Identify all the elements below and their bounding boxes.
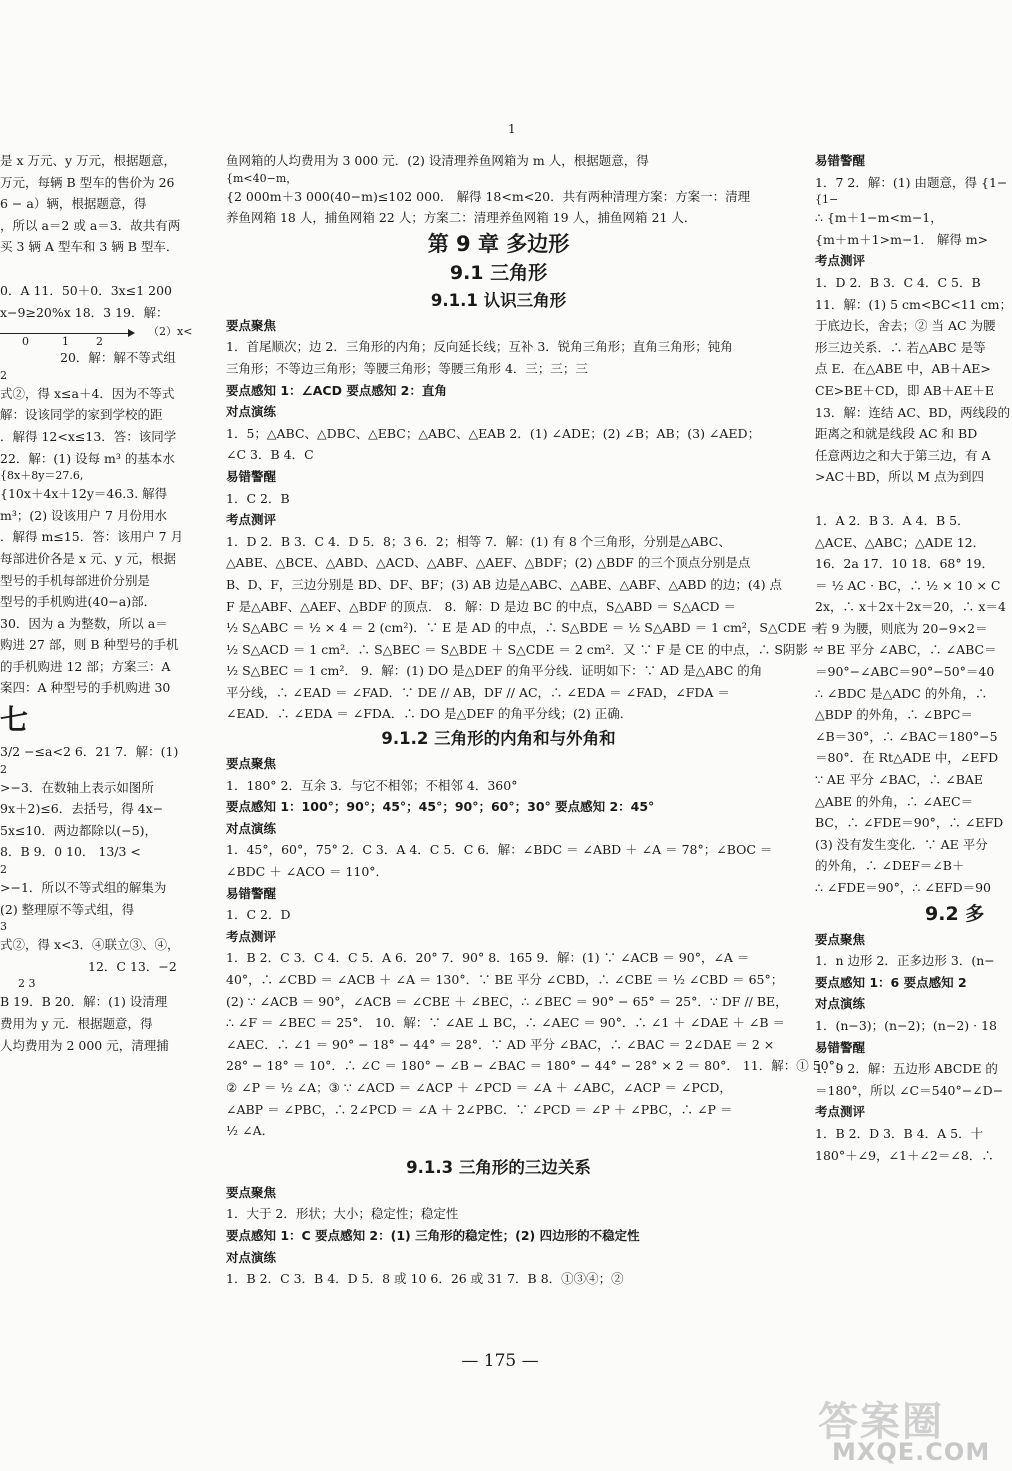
text-line: 1．C 2．B [226,490,290,506]
chapter-title: 第 9 章 多边形 [427,231,570,256]
text-line: 2x，∴ x＋2x＋2x＝20，∴ x＝4 [815,599,1006,615]
heading: 要点聚焦 [815,931,866,947]
heading: 要点聚焦 [226,317,277,333]
text-line: ∴ ∠F ＝ ∠BEC ＝ 25°． 10．解：∵ ∠AE ⊥ BC，∴ ∠AEC ＝ 90°．∴ ∠1 ＋ ∠DAE ＋ ∠B ＝ [226,1015,785,1031]
section-heading: 七 [0,703,29,737]
text-line: {m<40−m， [226,171,298,185]
heading: 对点演练 [226,404,277,420]
text-line: 16．2a 17．10 18．68° 19． [815,556,995,572]
number-line [0,323,205,347]
text-line: 1．大于 2．形状；大小；稳定性；稳定性 [226,1206,459,1222]
text-line: (2) 整理原不等式组，得 [0,901,135,917]
text-line: 12．C 13．−2 [88,958,177,974]
section-title: 9.2 多 [925,902,985,925]
text-line: ＝ ½ AC · BC，∴ ½ × 10 × C [815,577,1001,593]
text-line: △ABE 的外角，∴ ∠AEC＝ [815,793,974,809]
text-line: 三角形；不等边三角形；等腰三角形；等腰三角形 4．三；三；三 [226,360,588,376]
page-number-value: 175 [483,1351,517,1371]
text-line: 平分线，∴ ∠EAD ＝ ∠FAD．∵ DE // AB，DF // AC，∴ ∠EDA ＝ ∠FAD，∠FDA ＝ [226,684,730,700]
text-line: 13．解：连结 AC、BD，两线段的 [815,404,1011,420]
text-line: {1− [815,193,839,207]
text-line: BC，∴ ∠FDE＝90°，∴ ∠EFD [815,815,1004,831]
text-line: ＝90°−∠ABC＝90°−50°＝40 [815,664,995,680]
text-line: (3) 没有发生变化．∵ AE 平分 [815,836,988,852]
page-number: — 175 — [461,1351,539,1371]
heading: 对点演练 [815,996,866,1012]
text-line: ∠BDC ＋ ∠ACO ＝ 110°． [226,864,389,880]
text-line: >AC＋BD，所以 M 点为到四 [815,469,985,485]
text-line: 1．180° 2．互余 3．与它不相邻；不相邻 4．360° [226,777,518,793]
heading: 考点测评 [226,928,277,944]
watermark [818,1390,1000,1471]
left-column [0,150,205,1056]
text-line: ½ ∠A． [226,1123,275,1139]
text-line: 购进 27 部，则 B 种型号的手机 [0,637,179,653]
heading: 易错警醒 [226,885,277,901]
watermark-logo: 答案圈 [818,1399,944,1445]
text-line: B 19．B 20．解：(1) 设清理 [0,994,168,1010]
text-line: 22．解：(1) 设每 m³ 的基本水 [0,450,175,466]
text-line: 30．因为 a 为整数，所以 a＝ [0,615,168,631]
text-line: 1．A 2．B 3．A 4．B 5． [815,512,970,528]
watermark-url: MXQE.COM [832,1438,991,1466]
text-line: 1．7 2．解：(1) 由题意，得 {1− [815,174,1008,190]
text-line: 1．C 2．D [226,907,291,923]
text-line: x−9≥20%x 18．3 19．解： [0,304,169,320]
tick-label: 0 [22,335,29,349]
heading: 易错警醒 [815,153,866,168]
text-line: 1．B 2．D 3．B 4．A 5．十 [815,1125,984,1141]
text-line: 任意两边之和大于第三边，有 A [815,447,991,463]
text-line: ½ S△ABC ＝ ½ × 4 ＝ 2 (cm²)．∵ E 是 AD 的中点，∴ S△BDE ＝ ½ S△ABD ＝ 1 cm²，S△CDE ＝ [226,620,823,636]
subsection-title: 9.1.3 三角形的三边关系 [406,1157,591,1177]
text-line: F 是△ABF、△AEF、△BDF 的顶点． 8．解：D 是边 BC 的中点，S△ABD ＝ S△ACD ＝ [226,598,737,614]
text-line: 2 [0,368,7,382]
text-line: 2 [0,762,7,776]
text-line: 费用为 y 元．根据题意，得 [0,1016,153,1031]
text-line: 180°＋∠9，∠1＋∠2＝∠8．∴ [815,1147,994,1163]
text-line: {10x＋4x＋12y＝46.3. 解得 [0,486,168,502]
text-line: {m＋m＋1>m−1． 解得 m> [815,231,989,247]
text-line: 案四：A 种型号的手机购进 30 [0,680,171,696]
text-line: 2 [0,863,7,877]
text-line: ∠B＝30°，∴ ∠BAC＝180°−5 [815,728,998,744]
subsection-title: 9.1.1 认识三角形 [430,290,567,310]
tick-label: 2 [96,335,103,349]
heading: 考点测评 [815,1104,866,1120]
heading: 要点感知 1：∠ACD 要点感知 2：直角 [226,382,447,398]
text-line: 的手机购进 12 部；方案三：A [0,658,171,674]
text-line: ＝80°．在 Rt△ADE 中，∠EFD [815,750,999,766]
text-line: 1．n 边形 2．正多边形 3．(n− [815,953,995,969]
text-line: ．解得 12<x≤13．答：该同学 [0,428,177,444]
text-line: 8．B 9．0 10． 13/3 < [0,844,141,860]
text-line: ＝180°，所以 ∠C＝540°−∠D− [815,1082,1004,1098]
text-line: ∠C 3．B 4．C [226,447,314,463]
text-line: △ACE、△ABC；△ADE 12． [815,534,986,550]
text-line: 每部进价各是 x 元、y 元，根据 [0,550,177,566]
text-line: 6 − a）辆，根据题意，得 [0,196,147,212]
text-line: ，所以 a＝2 或 a＝3．故共有两 [0,217,181,233]
text-line: B、D、F，三边分别是 BD、DF、BF；(3) AB 边是△ABC、△ABE、△ABF、△ABD 的边；(4) 点 [226,576,783,592]
heading: 对点演练 [226,1249,277,1265]
subsection-title: 9.1.2 三角形的内角和与外角和 [381,729,616,749]
text-line: 1．D 2．B 3．C 4．C 5．B [815,274,981,290]
text-line: ．解得 m≤15．答：该用户 7 月 [0,529,184,545]
text-line: 1．D 2．B 3．C 4．D 5．8；3 6．2；相等 7．解：(1) 有 8 个三角形，分别是△ABC、 [226,533,731,549]
text-line: 1．(n−3)；(n−2)；(n−2) · 18 [815,1017,997,1033]
text-line: ② ∠P ＝ ½ ∠A；③ ∵ ∠ACD ＝ ∠ACP ＋ ∠PCD ＝ ∠A ＋ ∠ABC，∠ACP ＝ ∠PCD， [226,1079,732,1095]
text-line: 40°，∴ ∠CBD ＝ ∠ACB ＋ ∠A ＝ 130°．∵ BE 平分 ∠CBD，∴ ∠CBE ＝ ½ ∠CBD ＝ 65°； [226,972,784,987]
text-line: ∴ ∠FDE＝90°，∴ ∠EFD＝90 [815,880,992,895]
text-line: 0．A 11．50＋0．3x≤1 200 [0,282,172,298]
text-line: 9x＋2)≤6．去括号，得 4x− [0,801,164,817]
text-line: 的外角，∴ ∠DEF＝∠B＋ [815,858,965,874]
heading: 考点测评 [815,253,866,269]
text-line: 1．B 2．C 3．C 4．C 5．A 6．20° 7．90° 8．165 9．解：(1) ∵ ∠ACB ＝ 90°，∠A ＝ [226,950,750,966]
text-line: 2 3 [18,977,36,991]
heading: 对点演练 [226,820,277,836]
text-line: 式②，得 x≤a＋4．因为不等式 [0,385,175,401]
text-line: 28° − 18° ＝ 10°．∴ ∠C ＝ 180° − ∠B − ∠BAC ＝ 180° − 44° − 28° × 2 ＝ 80°． 11．解：① 50°； [226,1058,848,1074]
text-line: ∴ ∠BDC 是△ADC 的外角，∴ [815,685,988,701]
text-line: 3/2 −≤a<2 6．21 7．解：(1) [0,744,179,760]
text-line: 型号的手机每部进价分别是 [0,572,151,588]
text-line: 距离之和就是线段 AC 和 BD [815,426,978,442]
text-line: ½ S△BEC ＝ 1 cm²． 9．解：(1) DO 是△DEF 的角平分线．证明如下：∵ AD 是△ABC 的角 [226,663,763,679]
text-line: 1．首尾顺次；边 2．三角形的内角；反向延长线；互补 3．锐角三角形；直角三角形；钝角 [226,339,733,355]
text-line: ½ S△ACD ＝ 1 cm²．∴ S△BEC ＝ S△BDE ＋ S△CDE ＝ 2 cm²．又 ∵ F 是 CE 的中点，∴ S阴影 ＝ [226,641,825,657]
text-line: ∵ BE 平分 ∠ABC，∴ ∠ABC＝ [815,642,997,658]
text-line: 11．解：(1) 5 cm<BC<11 cm； [815,296,1012,312]
text-line: △BDP 的外角，∴ ∠BPC＝ [815,707,973,723]
text-line: 万元，每辆 B 型车的售价为 26 [0,174,175,190]
text-line: 买 3 辆 A 型车和 3 辆 B 型车． [0,239,179,255]
text-line: >−1．所以不等式组的解集为 [0,880,167,896]
heading: 要点感知 1：C 要点感知 2：(1) 三角形的稳定性；(2) 四边形的不稳定性 [226,1227,640,1243]
top-mark: 1 [508,122,516,136]
text-line: 式②，得 x<3．④联立③、④， [0,937,180,953]
text-line: 20．解：解不等式组 [60,350,176,366]
text-line: (2) ∵ ∠ACB ＝ 90°，∠ACB ＝ ∠CBE ＋ ∠BEC，∴ ∠BEC ＝ 90° − 65° ＝ 25°．∵ DF // BE， [226,993,788,1009]
text-line: 3 [0,920,7,934]
text-line: m³；(2) 设该用户 7 月份用水 [0,507,167,523]
text-line: ∴ {m＋1−m<m−1， [815,210,943,226]
heading: 要点感知 1：6 要点感知 2 [815,974,967,990]
section-title: 9.1 三角形 [449,261,548,284]
heading: 考点测评 [226,512,277,528]
tick-label: 1 [62,335,69,349]
right-column [815,150,1012,1166]
text-line: 鱼网箱的人均费用为 3 000 元．(2) 设清理养鱼网箱为 m 人，根据题意，得 [226,153,649,168]
text-line: 是 x 万元、y 万元，根据题意， [0,153,177,168]
text-line: ∵ AE 平分 ∠BAC，∴ ∠BAE [815,772,984,788]
text-line: 1．B 2．C 3．B 4．D 5．8 或 10 6．26 或 31 7．B 8．①③④；② [226,1271,624,1287]
heading: 要点聚焦 [226,756,277,772]
text-line: ∠ABP ＝ ∠PBC，∴ 2∠PCD ＝ ∠A ＋ 2∠PBC．∵ ∠PCD ＝ ∠P ＋ ∠PBC，∴ ∠P ＝ [226,1101,733,1117]
text-line: 型号的手机购进(40−a)部． [0,594,157,610]
heading: 要点感知 1：100°；90°；45°；45°；90°；60°；30° 要点感知 2：45° [226,799,655,815]
text-line: 解：设该同学的家到学校的距 [0,407,163,423]
heading: 易错警醒 [226,468,277,484]
middle-column [226,150,848,1290]
text-line: 1．9 2．解：五边形 ABCDE 的 [815,1061,998,1077]
heading: 要点聚焦 [226,1184,277,1200]
text-line: 养鱼网箱 18 人，捕鱼网箱 22 人；方案二：清理养鱼网箱 19 人，捕鱼网箱 21 人． [226,210,697,226]
text-line: CE>BE＋CD，即 AB＋AE＋E [815,382,995,398]
heading: 易错警醒 [815,1039,866,1055]
text-line: 1．5；△ABC、△DBC、△EBC；△ABC、△EAB 2．(1) ∠ADE；(2) ∠B；AB；(3) ∠AED； [226,425,761,441]
text-line: 于底边长，舍去；② 当 AC 为腰 [815,318,996,334]
text-line: 若 9 为腰，则底为 20−9×2＝ [815,620,988,636]
text-line: 形三边关系．∴ 若△ABC 是等 [815,339,986,355]
text-line: ∠AEC．∴ ∠1 ＝ 90° − 18° − 44° ＝ 28°．∵ AD 平分 ∠BAC，∴ ∠BAC ＝ 2∠DAE ＝ 2 × [226,1036,775,1052]
number-line-axis [0,333,130,334]
text-line: {8x＋8y＝27.6, [0,469,84,483]
text-line: 5x≤10．两边都除以(−5)， [0,822,158,838]
text-line: 人均费用为 2 000 元，清理捕 [0,1037,169,1053]
text-line: ∠EAD．∴ ∠EDA ＝ ∠FDA．∴ DO 是△DEF 的角平分线；(2) 正确． [226,706,633,722]
text-line: 点 E．在△ABE 中，AB＋AE> [815,361,991,377]
arrow-right-icon [128,329,135,337]
text-line: 1．45°，60°，75° 2．C 3．A 4．C 5．C 6．解：∠BDC ＝ ∠ABD ＋ ∠A ＝ 78°；∠BOC ＝ [226,842,773,858]
text-line: {2 000m＋3 000(40−m)≤102 000． 解得 18<m<20．共有两种清理方案：方案一：清理 [226,188,751,204]
text-line: >−3．在数轴上表示如图所 [0,779,154,795]
text-line: △ABE、△BCE、△ABD、△ACD、△ABF、△AEF、△BDF；(2) △BDF 的三个顶点分别是点 [226,555,751,571]
text-fragment: （2）x< [148,325,193,339]
